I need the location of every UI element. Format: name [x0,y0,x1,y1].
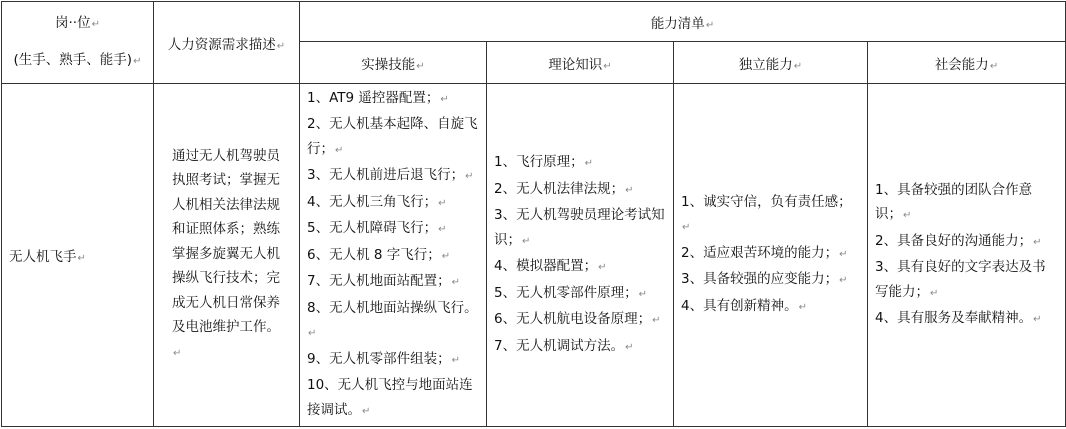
list-item [494,177,666,204]
paragraph-mark: ↵ [465,171,474,183]
list-item [307,216,479,243]
paragraph-mark: ↵ [705,19,715,31]
list-item [875,178,1058,229]
paragraph-mark: ↵ [91,19,100,30]
list-item [307,373,479,424]
paragraph-mark: ↵ [903,210,912,221]
list-item [494,254,666,281]
list-item-text: 9、无人机零部件组装； [307,350,451,367]
hr-desc-header-cell [154,2,300,84]
list-item [307,296,479,347]
subheader-independent-label: 独立能力 [738,56,793,73]
paragraph-mark: ↵ [652,315,661,326]
list-item-text: 4、具有创新精神。 [681,297,798,314]
list-item-text: 4、具有服务及奉献精神。 [875,310,1033,326]
paragraph-mark: ↵ [798,301,807,313]
table-row [2,84,1066,427]
paragraph-mark: ↵ [451,277,460,289]
paragraph-mark: ↵ [638,288,647,300]
list-item [307,347,479,374]
post-header-cell [2,2,154,84]
paragraph-mark: ↵ [133,55,142,67]
subheader-practical [300,42,487,84]
social-cell [868,84,1066,427]
list-item [307,163,479,190]
capability-header-cell [300,2,1066,42]
paragraph-mark: ↵ [625,341,634,353]
paragraph-mark: ↵ [989,60,999,72]
practical-skills-list [307,86,479,425]
list-item-text: 1、具备较强的团队合作意识； [875,181,1033,222]
theory-list [494,150,666,360]
list-item-text: 2、无人机法律法规； [494,180,625,197]
paragraph-mark: ↵ [930,287,939,299]
capability-table [1,1,1066,427]
list-item [307,243,479,270]
list-item-text: 6、无人机航电设备原理； [494,311,652,327]
list-item-text: 3、无人机前进后退飞行； [307,167,465,184]
list-item-text: 5、无人机零部件原理； [494,284,638,301]
list-item-text: 4、模拟器配置； [494,258,598,274]
practical-skills-cell [300,84,487,427]
list-item-text: 10、无人机飞控与地面站连接调试。 [307,377,473,418]
list-item [307,269,479,296]
paragraph-mark: ↵ [438,197,447,209]
independent-cell [674,84,868,427]
paragraph-mark: ↵ [438,224,447,236]
paragraph-mark: ↵ [335,144,344,156]
paragraph-mark: ↵ [276,40,286,52]
paragraph-mark: ↵ [362,405,371,417]
list-item [494,307,666,334]
list-item-text: 4、无人机三角飞行； [307,193,438,210]
paragraph-mark: ↵ [308,328,317,340]
list-item [494,150,666,177]
list-item-text: 5、无人机障碍飞行； [307,220,438,237]
capability-title: 能力清单 [650,15,705,32]
post-subtitle: (生手、熟手、能手) [13,51,133,68]
paragraph-mark: ↵ [793,60,803,72]
list-item [875,255,1058,306]
subheader-theory [487,42,674,84]
role-cell [2,84,154,427]
list-item-text: 2、具备良好的沟通能力； [875,232,1033,249]
list-item-text: 6、无人机 8 字飞行； [307,246,441,263]
hr-desc-text: 通过无人机驾驶员执照考试；掌握无人机相关法律法规和证照体系；熟练掌握多旋翼无人机操纵飞行技术；完成无人机日常保养及电池维护工作。 [172,147,280,336]
paragraph-mark: ↵ [451,354,460,366]
hr-desc-title: 人力资源需求描述 [167,36,276,53]
list-item-text: 3、无人机驾驶员理论考试知识； [494,207,665,248]
paragraph-mark: ↵ [522,235,531,247]
list-item-text: 7、无人机地面站配置； [307,273,451,290]
list-item [494,203,666,254]
paragraph-mark: ↵ [625,184,634,196]
social-list [875,178,1058,333]
list-item-text: 8、无人机地面站操纵飞行。 [307,299,478,316]
paragraph-mark: ↵ [1033,236,1042,248]
paragraph-mark: ↵ [839,275,848,287]
subheader-independent [674,42,868,84]
list-item-text: 2、适应艰苦环境的能力； [681,244,839,261]
role-name: 无人机飞手 [9,249,77,265]
list-item-text: 1、飞行原理； [494,154,584,170]
list-item [307,190,479,217]
subheader-social [868,42,1066,84]
list-item [494,281,666,308]
list-item-text: 1、诚实守信，负有责任感； [681,193,852,210]
paragraph-mark: ↵ [598,262,607,273]
list-item-text: 2、无人机基本起降、自旋飞行； [307,116,478,157]
list-item [681,190,860,241]
list-item [875,229,1058,256]
paragraph-mark: ↵ [441,250,451,262]
list-item-text: 3、具备较强的应变能力； [681,271,839,288]
theory-cell [487,84,674,427]
independent-list [681,190,860,321]
paragraph-mark: ↵ [173,347,182,359]
list-item [494,334,666,361]
paragraph-mark: ↵ [584,158,593,169]
list-item [875,306,1058,333]
list-item-text: 7、无人机调试方法。 [494,337,625,354]
hr-desc-cell [154,84,300,427]
list-item [681,241,860,268]
list-item [681,267,860,294]
post-title: 岗··位 [55,15,91,31]
subheader-theory-label: 理论知识 [548,56,603,73]
paragraph-mark: ↵ [603,60,612,72]
paragraph-mark: ↵ [416,60,425,72]
list-item-text: 1、AT9 遥控器配置； [307,89,440,106]
paragraph-mark: ↵ [839,248,848,260]
paragraph-mark: ↵ [77,253,86,264]
paragraph-mark: ↵ [682,222,691,234]
subheader-practical-label: 实操技能 [361,56,416,73]
list-item [307,86,479,113]
paragraph-mark: ↵ [1033,314,1042,325]
subheader-social-label: 社会能力 [934,56,989,73]
list-item [681,294,860,321]
paragraph-mark: ↵ [440,93,449,105]
list-item-text: 3、具有良好的文字表达及书写能力； [875,259,1046,300]
list-item [307,112,479,163]
